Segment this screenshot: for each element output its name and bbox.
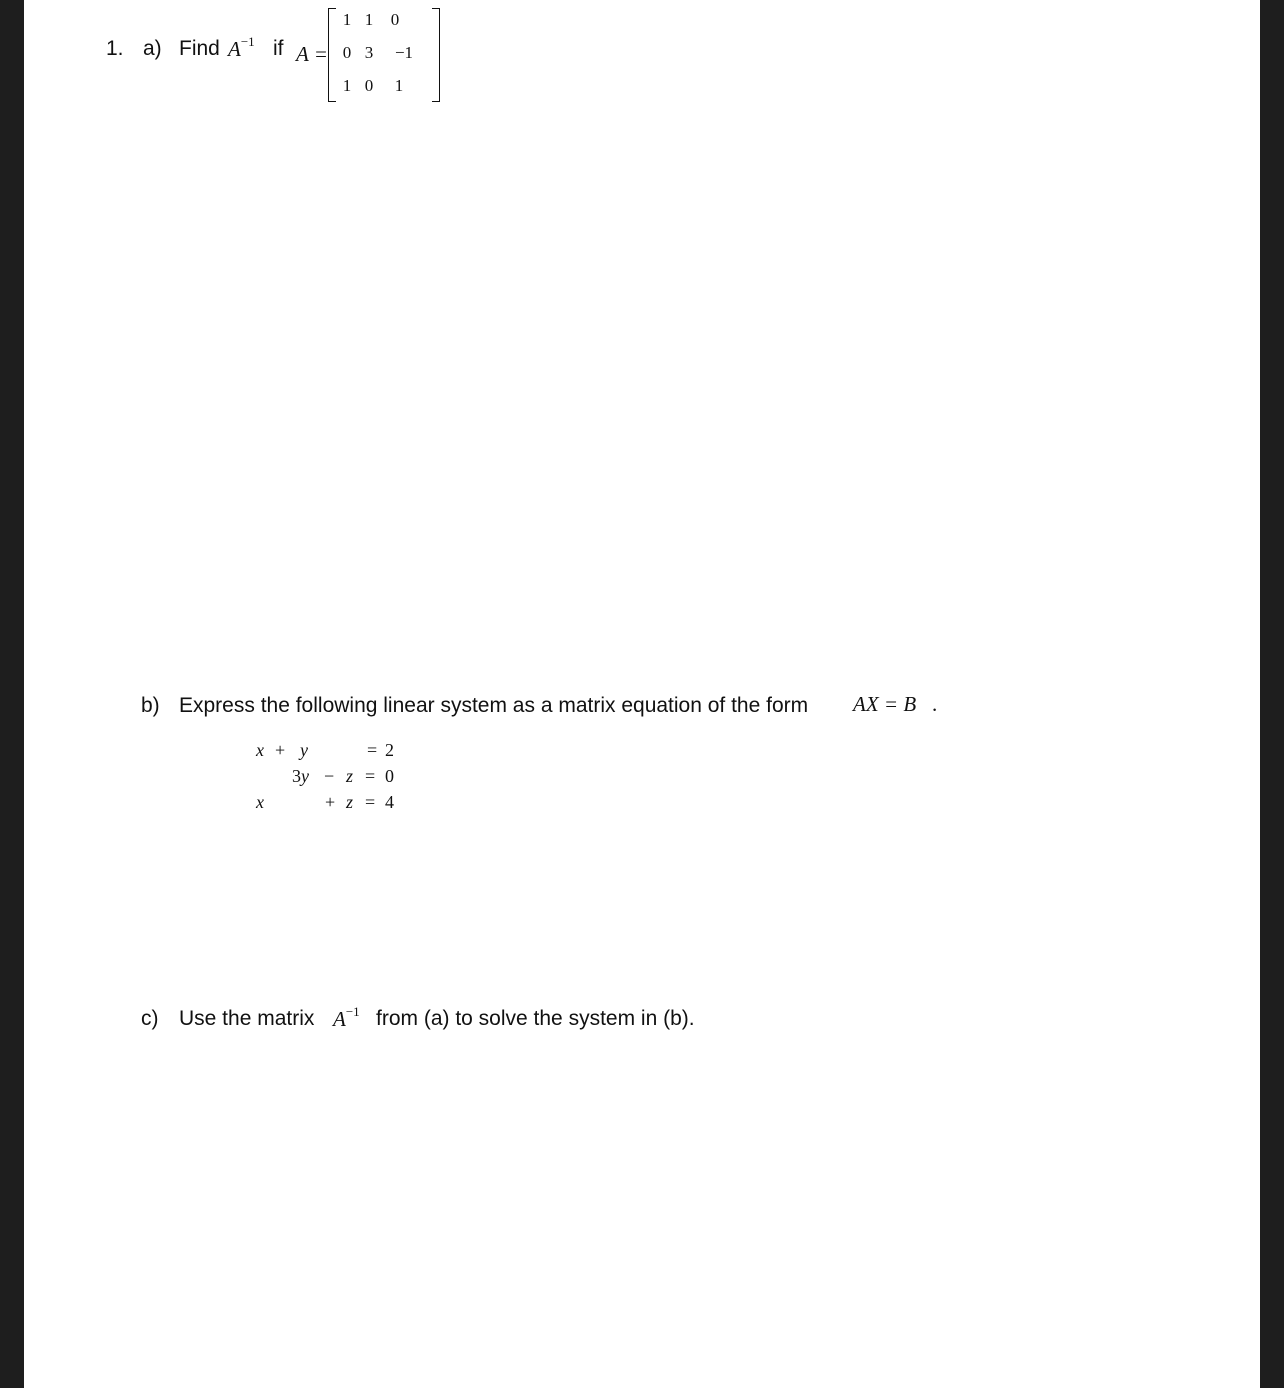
- part-a-label: a): [143, 37, 162, 60]
- matrix-cell: 3: [364, 43, 374, 62]
- sys-r1-y: y: [300, 740, 308, 760]
- sys-r2-minus: −: [324, 766, 335, 786]
- sys-r3-rhs: 4: [385, 792, 394, 812]
- matrix-cell: 0: [364, 76, 374, 95]
- sys-r1-rhs: 2: [385, 740, 394, 760]
- part-c-text-post: from (a) to solve the system in (b).: [376, 1007, 695, 1030]
- matrix-A: [328, 6, 440, 102]
- part-b-label: b): [141, 694, 160, 717]
- matrix-cell: 1: [394, 76, 404, 95]
- sys-r2-y: 3y: [292, 766, 309, 786]
- sys-r1-x: x: [256, 740, 264, 760]
- sys-r2-rhs: 0: [385, 766, 394, 786]
- sys-r3-plus: +: [325, 792, 336, 812]
- sys-r3-eq: =: [365, 792, 376, 812]
- matrix-cell: −1: [394, 43, 414, 62]
- sys-r1-plus: +: [275, 740, 286, 760]
- sys-r2-z: z: [346, 766, 354, 786]
- matrix-right-bracket: [432, 8, 440, 102]
- problem-number: 1.: [106, 37, 124, 60]
- matrix-lhs: A =: [296, 42, 328, 66]
- matrix-cell: 1: [342, 10, 352, 29]
- worksheet-page: [24, 0, 1260, 1388]
- part-a-symbol-A: $A^{-1}$: [228, 34, 255, 61]
- matrix-cell: 1: [364, 10, 374, 29]
- part-c-symbol-A: $A^{-1}$: [333, 1004, 360, 1031]
- part-c-exponent: −1: [345, 1004, 360, 1019]
- part-b-period: .: [932, 692, 938, 716]
- part-a-if-text: if: [273, 37, 284, 60]
- sys-r1-eq: =: [367, 740, 378, 760]
- part-b-text: Express the following linear system as a matrix equation of the form: [179, 694, 809, 717]
- sys-r2-eq: =: [365, 766, 376, 786]
- sys-r3-z: z: [346, 792, 354, 812]
- matrix-cell: 1: [342, 76, 352, 95]
- part-a-exponent: −1: [240, 34, 255, 49]
- part-b-equation: AX = B: [853, 692, 917, 716]
- part-a-find-text: Find: [179, 37, 220, 60]
- matrix-cell: 0: [390, 10, 400, 29]
- matrix-cell: 0: [342, 43, 352, 62]
- part-c-text-pre: Use the matrix: [179, 1007, 315, 1030]
- sys-r3-x: x: [256, 792, 264, 812]
- part-c-label: c): [141, 1007, 159, 1030]
- matrix-left-bracket: [328, 8, 336, 102]
